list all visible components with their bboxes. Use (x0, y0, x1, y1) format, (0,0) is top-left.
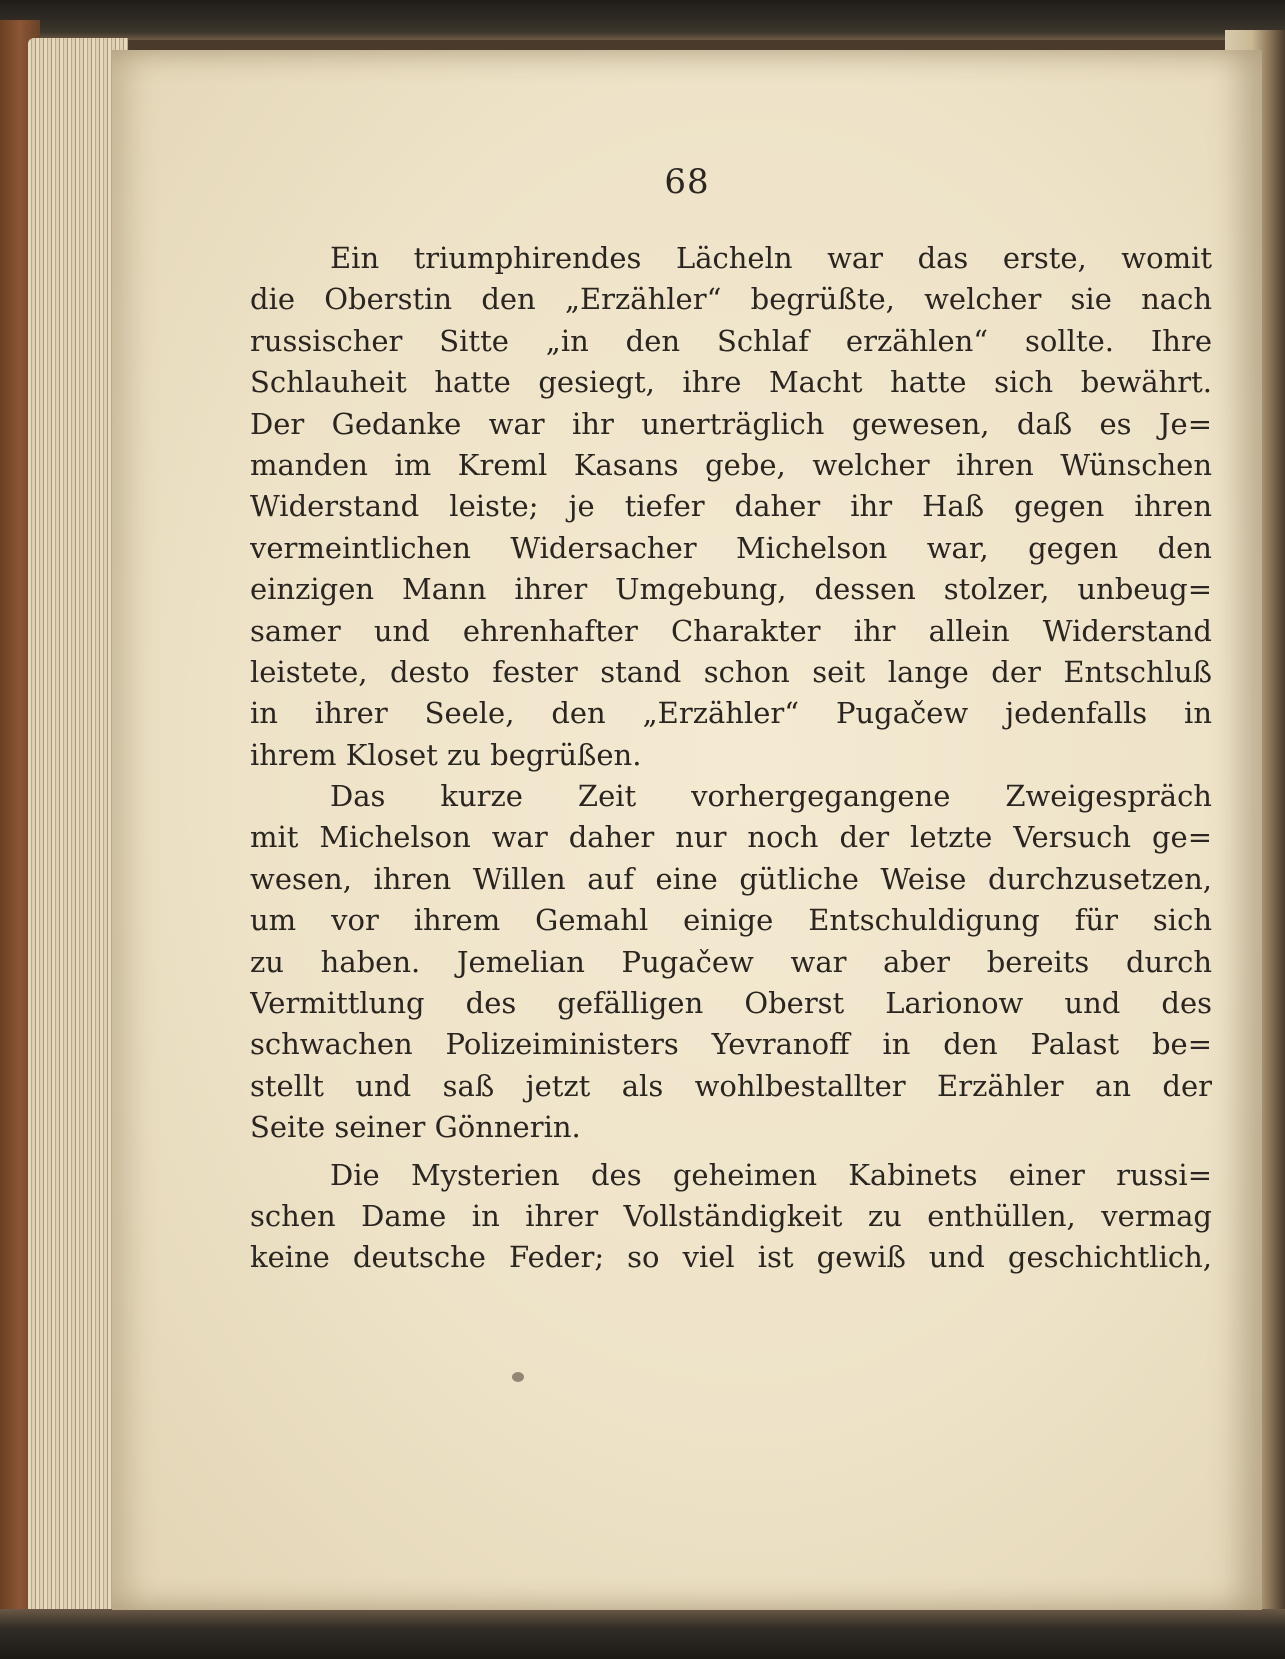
text-line: Widerstand leiste; je tiefer daher ihr Haß gegen ihren (250, 489, 1212, 524)
text-line: samer und ehrenhafter Charakter ihr allein Widerstand (250, 613, 1212, 648)
text-line: Seite seiner Gönnerin. (250, 1110, 581, 1145)
text-line: Schlauheit hatte gesiegt, ihre Macht hatte sich bewährt. (250, 365, 1212, 400)
text-line: schwachen Polizeiministers Yevranoff in den Palast be= (250, 1027, 1212, 1062)
text-line: wesen, ihren Willen auf eine gütliche Weise durchzusetzen, (250, 861, 1212, 896)
text-line: in ihrer Seele, den „Erzähler“ Pugačew jedenfalls in (250, 696, 1212, 731)
text-line: mit Michelson war daher nur noch der letzte Versuch ge= (250, 820, 1212, 855)
page-number: 68 (664, 162, 710, 202)
text-line: Das kurze Zeit vorhergegangene Zweigespräch (330, 779, 1212, 814)
text-line: leistete, desto fester stand schon seit lange der Entschluß (250, 654, 1212, 689)
text-line: zu haben. Jemelian Pugačew war aber bereits durch (250, 944, 1212, 979)
ink-speck (512, 1372, 524, 1382)
text-line: schen Dame in ihrer Vollständigkeit zu enthüllen, vermag (250, 1198, 1212, 1233)
text-line: die Oberstin den „Erzähler“ begrüßte, welcher sie nach (250, 282, 1212, 317)
text-line: einzigen Mann ihrer Umgebung, dessen stolzer, unbeug= (250, 572, 1212, 607)
text-line: vermeintlichen Widersacher Michelson war, gegen den (250, 530, 1212, 565)
text-line: manden im Kreml Kasans gebe, welcher ihren Wünschen (250, 447, 1212, 482)
text-line: Die Mysterien des geheimen Kabinets einer russi= (330, 1157, 1212, 1192)
bottom-shadow-edge (0, 1609, 1285, 1659)
text-line: stellt und saß jetzt als wohlbestallter Erzähler an der (250, 1068, 1212, 1103)
book-page (112, 50, 1262, 1610)
text-line: Ein triumphirendes Lächeln war das erste, womit (330, 241, 1212, 275)
text-line: keine deutsche Feder; so viel ist gewiß und geschichtlich, (250, 1240, 1212, 1275)
body-text (250, 238, 1212, 1279)
text-line: Vermittlung des gefälligen Oberst Larionow und des (250, 986, 1212, 1021)
top-shadow-edge (0, 0, 1285, 40)
text-line: russischer Sitte „in den Schlaf erzählen“ sollte. Ihre (250, 323, 1212, 358)
text-line: ihrem Kloset zu begrüßen. (250, 737, 642, 772)
text-line: um vor ihrem Gemahl einige Entschuldigung für sich (250, 903, 1212, 938)
text-line: Der Gedanke war ihr unerträglich gewesen, daß es Je= (250, 406, 1212, 441)
